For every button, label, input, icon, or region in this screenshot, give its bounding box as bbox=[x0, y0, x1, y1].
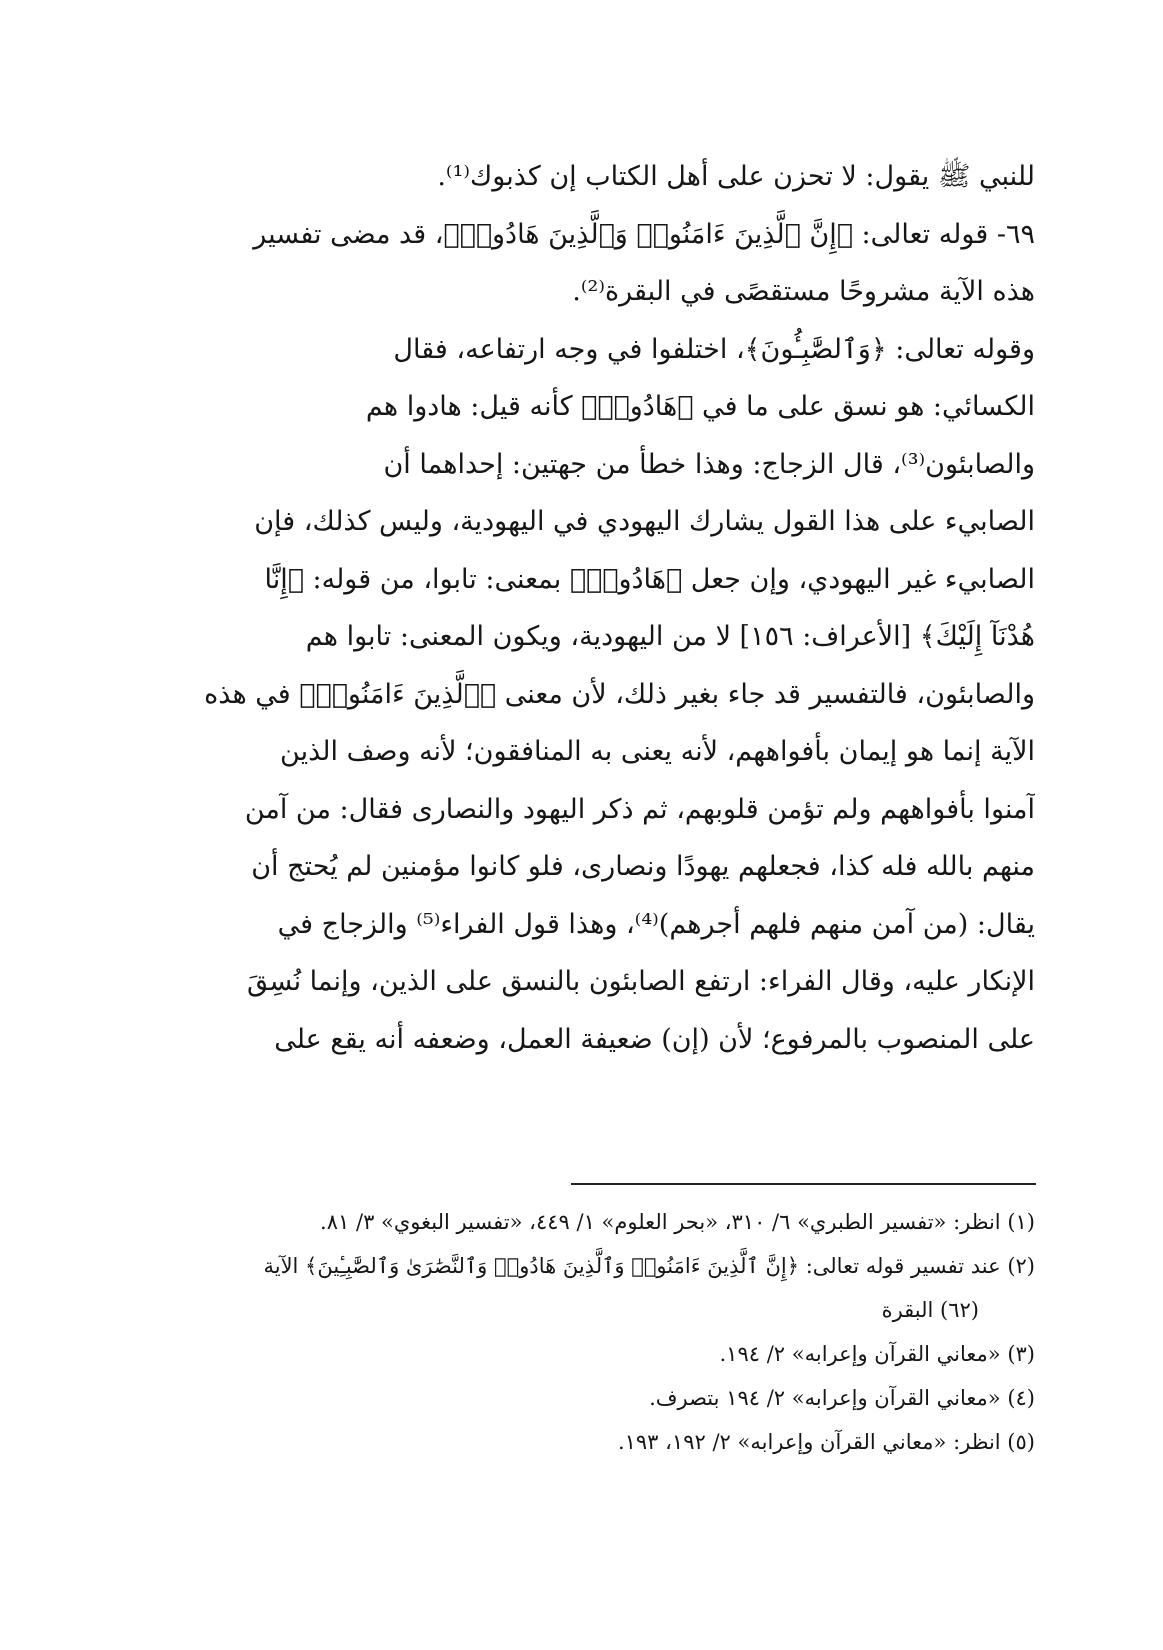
body-line-12: آمنوا بأفواههم ولم تؤمن قلوبهم، ثم ذكر اليهود والنصارى فقال: من آمن bbox=[244, 793, 1035, 825]
body-line-15: الإنكار عليه، وقال الفراء: ارتفع الصابئون بالنسق على الذين، وإنما نُسِقَ bbox=[246, 966, 1035, 997]
body-line-6: والصابئون⁽³⁾، قال الزجاج: وهذا خطأ من جهتين: إحداهما أن bbox=[383, 448, 1035, 480]
footnote-1: (١) انظر: «تفسير الطبري» ٦/ ٣١٠، «بحر العلوم» ١/ ٤٤٩، «تفسير البغوي» ٣/ ٨١. bbox=[320, 1210, 1035, 1234]
body-line-10: والصابئون، فالتفسير قد جاء بغير ذلك، لأن معنى ﴿ٱلَّذِينَ ءَامَنُوا۟﴾ في هذه bbox=[204, 678, 1035, 710]
body-line-2: ٦٩- قوله تعالى: ﴿إِنَّ ٱلَّذِينَ ءَامَنُوا۟ وَٱلَّذِينَ هَادُوا۟﴾، قد مضى تفسير bbox=[253, 218, 1035, 250]
main-text bbox=[135, 148, 1035, 1068]
body-line-13: منهم بالله فله كذا، فجعلهم يهودًا ونصارى، فلو كانوا مؤمنين لم يُحتج أن bbox=[251, 851, 1035, 882]
body-line-11: الآية إنما هو إيمان بأفواههم، لأنه يعنى به المنافقون؛ لأنه وصف الذين bbox=[280, 736, 1035, 767]
footnote-3: (٣) «معاني القرآن وإعرابه» ٢/ ١٩٤. bbox=[719, 1342, 1035, 1366]
body-line-16: على المنصوب بالمرفوع؛ لأن (إن) ضعيفة العمل، وضعفه أنه يقع على bbox=[274, 1023, 1035, 1055]
body-line-5: الكسائي: هو نسق على ما في ﴿هَادُوا۟﴾ كأنه قيل: هادوا هم bbox=[365, 391, 1035, 422]
footnote-4: (٤) «معاني القرآن وإعرابه» ٢/ ١٩٤ بتصرف. bbox=[649, 1386, 1035, 1410]
body-line-8: الصابيء غير اليهودي، وإن جعل ﴿هَادُوا۟﴾ بمعنى: تابوا، من قوله: ﴿إِنَّا bbox=[264, 563, 1035, 595]
footnotes bbox=[135, 1200, 1035, 1464]
footnote-2: (٢) عند تفسير قوله تعالى: ﴿إِنَّ ٱلَّذِينَ ءَامَنُوا۟ وَٱلَّذِينَ هَادُوا۟ وَٱلنَّصَٰرَىٰ وَٱلصَّٰبِـِٔينَ﴾ الآية bbox=[263, 1254, 1035, 1278]
body-line-9: هُدْنَآ إِلَيْكَ﴾ [الأعراف: ١٥٦] لا من اليهودية، ويكون المعنى: تابوا هم bbox=[305, 621, 1035, 652]
body-line-7: الصابيء على هذا القول يشارك اليهودي في اليهودية، وليس كذلك، فإن bbox=[254, 506, 1035, 537]
footnote-2-continuation: (٦٢) البقرة bbox=[881, 1298, 979, 1322]
footnote-divider bbox=[571, 1183, 1036, 1185]
body-line-3: هذه الآية مشروحًا مستقصًى في البقرة⁽²⁾. bbox=[572, 276, 1035, 307]
body-line-4: وقوله تعالى: ﴿وَٱلصَّٰبِـُٔونَ﴾، اختلفوا في وجه ارتفاعه، فقال bbox=[393, 333, 1035, 365]
body-line-14: يقال: (من آمن منهم فلهم أجرهم)⁽⁴⁾، وهذا قول الفراء⁽⁵⁾ والزجاج في bbox=[277, 908, 1035, 940]
footnote-5: (٥) انظر: «معاني القرآن وإعرابه» ٢/ ١٩٢، ١٩٣. bbox=[617, 1430, 1035, 1454]
body-line-1: للنبي ﷺ يقول: لا تحزن على أهل الكتاب إن كذبوك⁽¹⁾. bbox=[437, 161, 1035, 192]
